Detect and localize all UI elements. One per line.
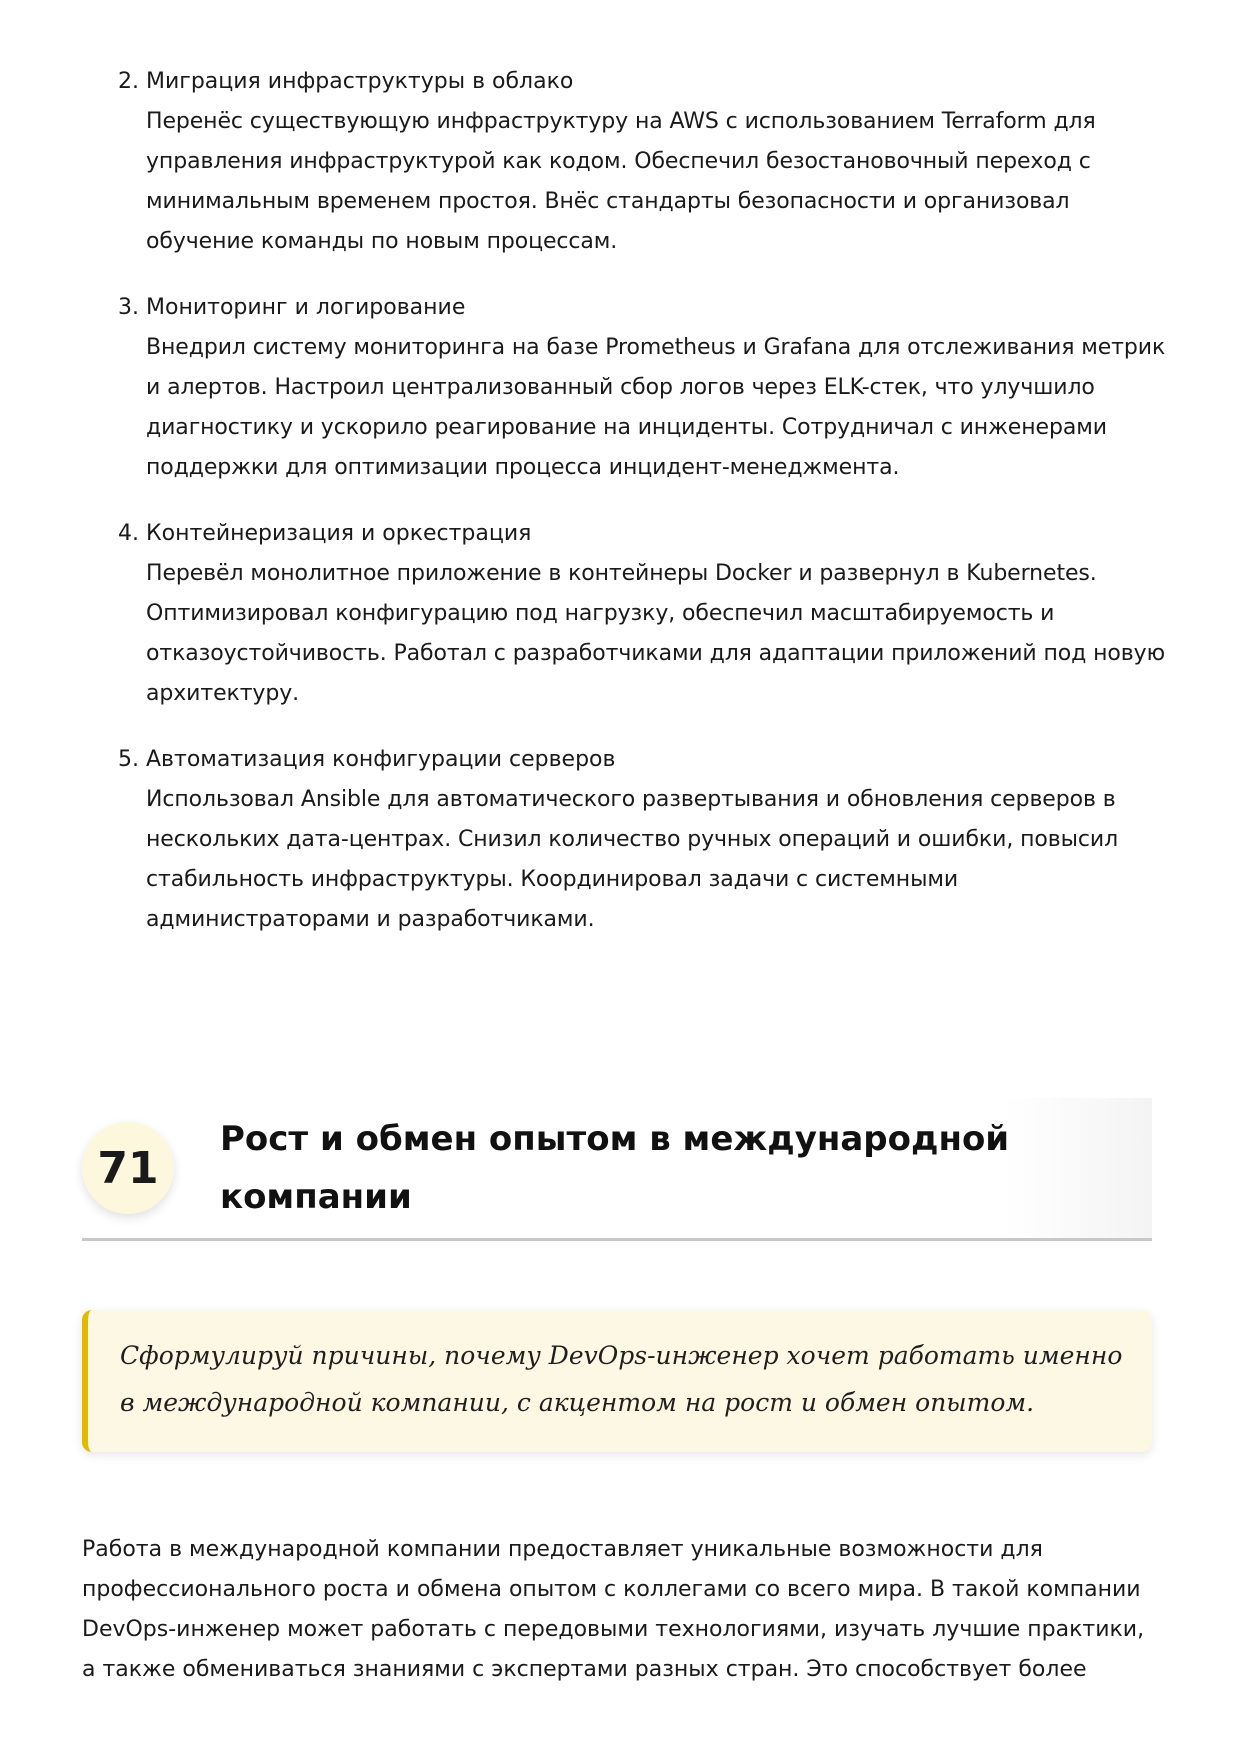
prompt-callout — [82, 1310, 1152, 1452]
section-header — [82, 1098, 1152, 1241]
list-item-description: Использовал Ansible для автоматического развертывания и обновления серверов в нескольких дата-центрах. Снизил количество ручных операций и ошибки, повысил стабильность инфраструктуры. Координировал задачи с системными администраторами и разработчиками. — [146, 787, 1119, 932]
list-item-title: Контейнеризация и оркестрация — [146, 521, 532, 546]
list-item — [118, 288, 1168, 488]
list-item-description: Перевёл монолитное приложение в контейнеры Docker и развернул в Kubernetes. Оптимизировал конфигурацию под нагрузку, обеспечил масштабируемость и отказоустойчивость. Работал с разработчиками для адаптации приложений под новую архитектуру. — [146, 561, 1165, 706]
list-item — [118, 740, 1168, 940]
list-item-title: Мониторинг и логирование — [146, 295, 466, 320]
body-paragraph: Работа в международной компании предоставляет уникальные возможности для профессионального роста и обмена опытом с коллегами со всего мира. В такой компании DevOps-инженер может работать с передовыми технологиями, изучать лучшие практики, а также обмениваться знаниями с экспертами разных стран. Это способствует более — [82, 1537, 1145, 1682]
section-title: Рост и обмен опытом в международной компании — [220, 1119, 1010, 1217]
project-list — [118, 62, 1168, 966]
section-number-badge: 71 — [82, 1122, 174, 1214]
list-item-number: 2. — [118, 69, 139, 94]
list-item-title: Автоматизация конфигурации серверов — [146, 747, 616, 772]
list-item-description: Перенёс существующую инфраструктуру на AWS с использованием Terraform для управления инфраструктурой как кодом. Обеспечил безостановочный переход с минимальным временем простоя. Внёс стандарты безопасности и организовал обучение команды по новым процессам. — [146, 109, 1096, 254]
list-item — [118, 514, 1168, 714]
prompt-callout-text: Сформулируй причины, почему DevOps-инженер хочет работать именно в международной компании, с акцентом на рост и обмен опытом. — [120, 1341, 1123, 1417]
list-item-title: Миграция инфраструктуры в облако — [146, 69, 574, 94]
list-item-number: 3. — [118, 295, 139, 320]
list-item-number: 5. — [118, 747, 139, 772]
list-item — [118, 62, 1168, 262]
list-item-description: Внедрил систему мониторинга на базе Prometheus и Grafana для отслеживания метрик и алертов. Настроил централизованный сбор логов через ELK-стек, что улучшило диагностику и ускорило реагирование на инциденты. Сотрудничал с инженерами поддержки для оптимизации процесса инцидент-менеджмента. — [146, 335, 1166, 480]
list-item-number: 4. — [118, 521, 139, 546]
